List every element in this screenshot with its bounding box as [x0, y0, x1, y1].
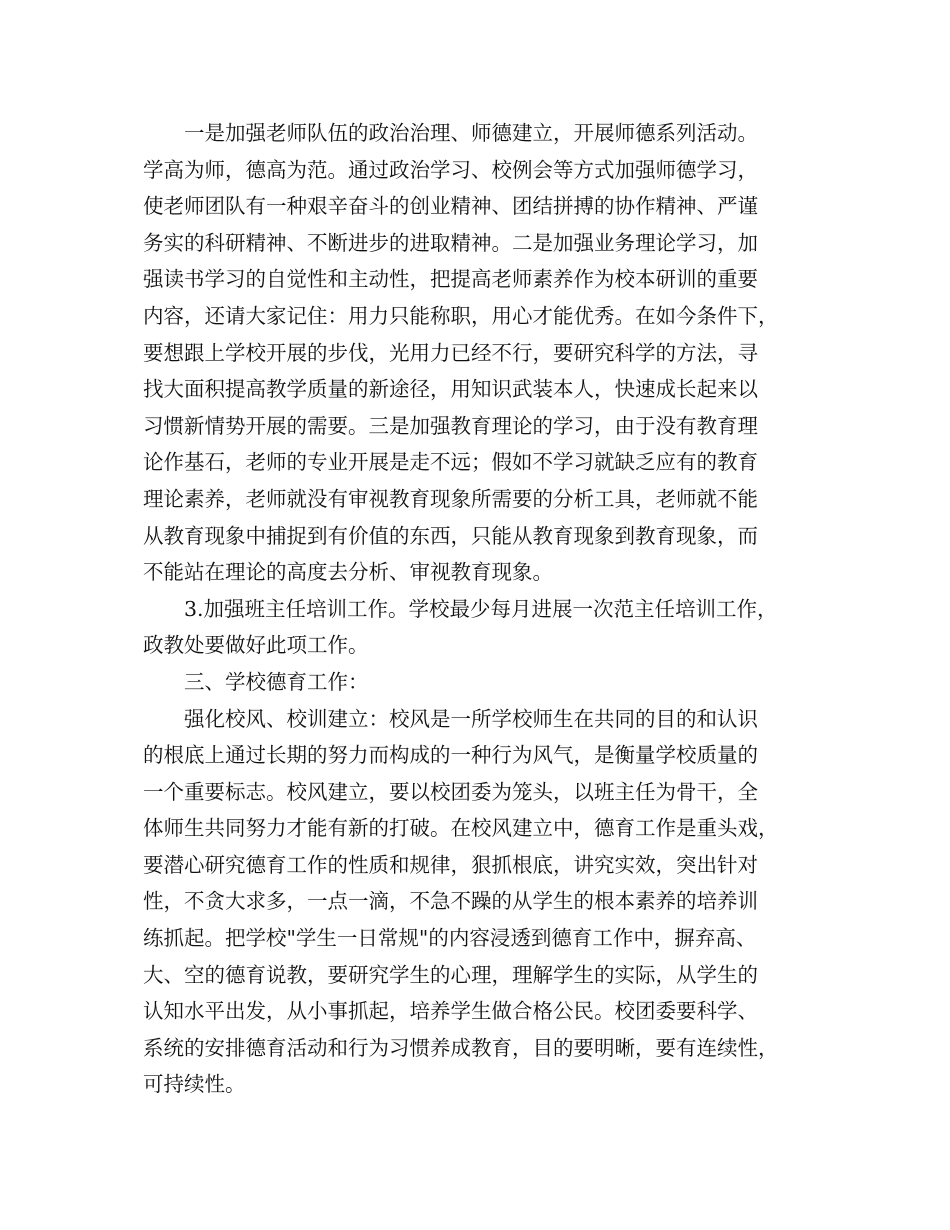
- text-line: 的根底上通过长期的努力而构成的一种行为风气，是衡量学校质量的: [143, 743, 758, 768]
- text-line: 系统的安排德育活动和行为习惯养成教育，目的要明晰，要有连续性，: [143, 1035, 779, 1060]
- text-line: 使老师团队有一种艰辛奋斗的创业精神、团结拼搏的协作精神、严谨: [143, 194, 758, 219]
- text-line: 大、空的德育说教，要研究学生的心理，理解学生的实际，从学生的: [143, 962, 758, 987]
- text-line: 论作基石，老师的专业开展是走不远；假如不学习就缺乏应有的教育: [143, 450, 758, 475]
- text-line: 政教处要做好此项工作。: [143, 633, 369, 658]
- text-line: 练抓起。把学校"学生一日常规"的内容浸透到德育工作中，摒弃高、: [143, 926, 757, 951]
- text-line: 强读书学习的自觉性和主动性，把提高老师素养作为校本研训的重要: [143, 267, 758, 292]
- section-heading: 三、学校德育工作：: [184, 669, 369, 694]
- text-line: 务实的科研精神、不断进步的进取精神。二是加强业务理论学习，加: [143, 230, 758, 255]
- text-line: 要潜心研究德育工作的性质和规律，狠抓根底，讲究实效，突出针对: [143, 852, 758, 877]
- text-line: 找大面积提高教学质量的新途径，用知识武装本人，快速成长起来以: [143, 377, 758, 402]
- text-line: 认知水平出发，从小事抓起，培养学生做合格公民。校团委要科学、: [143, 999, 758, 1024]
- text-line: 一是加强老师队伍的政治治理、师德建立，开展师德系列活动。: [184, 121, 758, 145]
- text-line: 从教育现象中捕捉到有价值的东西，只能从教育现象到教育现象，而: [143, 523, 758, 548]
- text-line: 3.加强班主任培训工作。学校最少每月进展一次范主任培训工作，: [184, 596, 778, 621]
- text-line: 强化校风、校训建立：校风是一所学校师生在共同的目的和认识: [184, 706, 758, 731]
- text-line: 要想跟上学校开展的步伐，光用力已经不行，要研究科学的方法，寻: [143, 340, 758, 365]
- text-line: 内容，还请大家记住：用力只能称职，用心才能优秀。在如今条件下，: [143, 303, 779, 328]
- text-line: 可持续性。: [143, 1072, 246, 1097]
- text-line: 体师生共同努力才能有新的打破。在校风建立中，德育工作是重头戏，: [143, 816, 779, 841]
- text-line: 性，不贪大求多，一点一滴，不急不躁的从学生的根本素养的培养训: [143, 889, 758, 914]
- body-text: [143, 115, 833, 1103]
- text-line: 理论素养，老师就没有审视教育现象所需要的分析工具，老师就不能: [143, 486, 758, 511]
- text-line: 一个重要标志。校风建立，要以校团委为笼头，以班主任为骨干，全: [143, 779, 758, 804]
- text-line: 不能站在理论的高度去分析、审视教育现象。: [143, 560, 553, 585]
- text-line: 习惯新情势开展的需要。三是加强教育理论的学习，由于没有教育理: [143, 413, 758, 438]
- text-line: 学高为师，德高为范。通过政治学习、校例会等方式加强师德学习，: [143, 157, 758, 182]
